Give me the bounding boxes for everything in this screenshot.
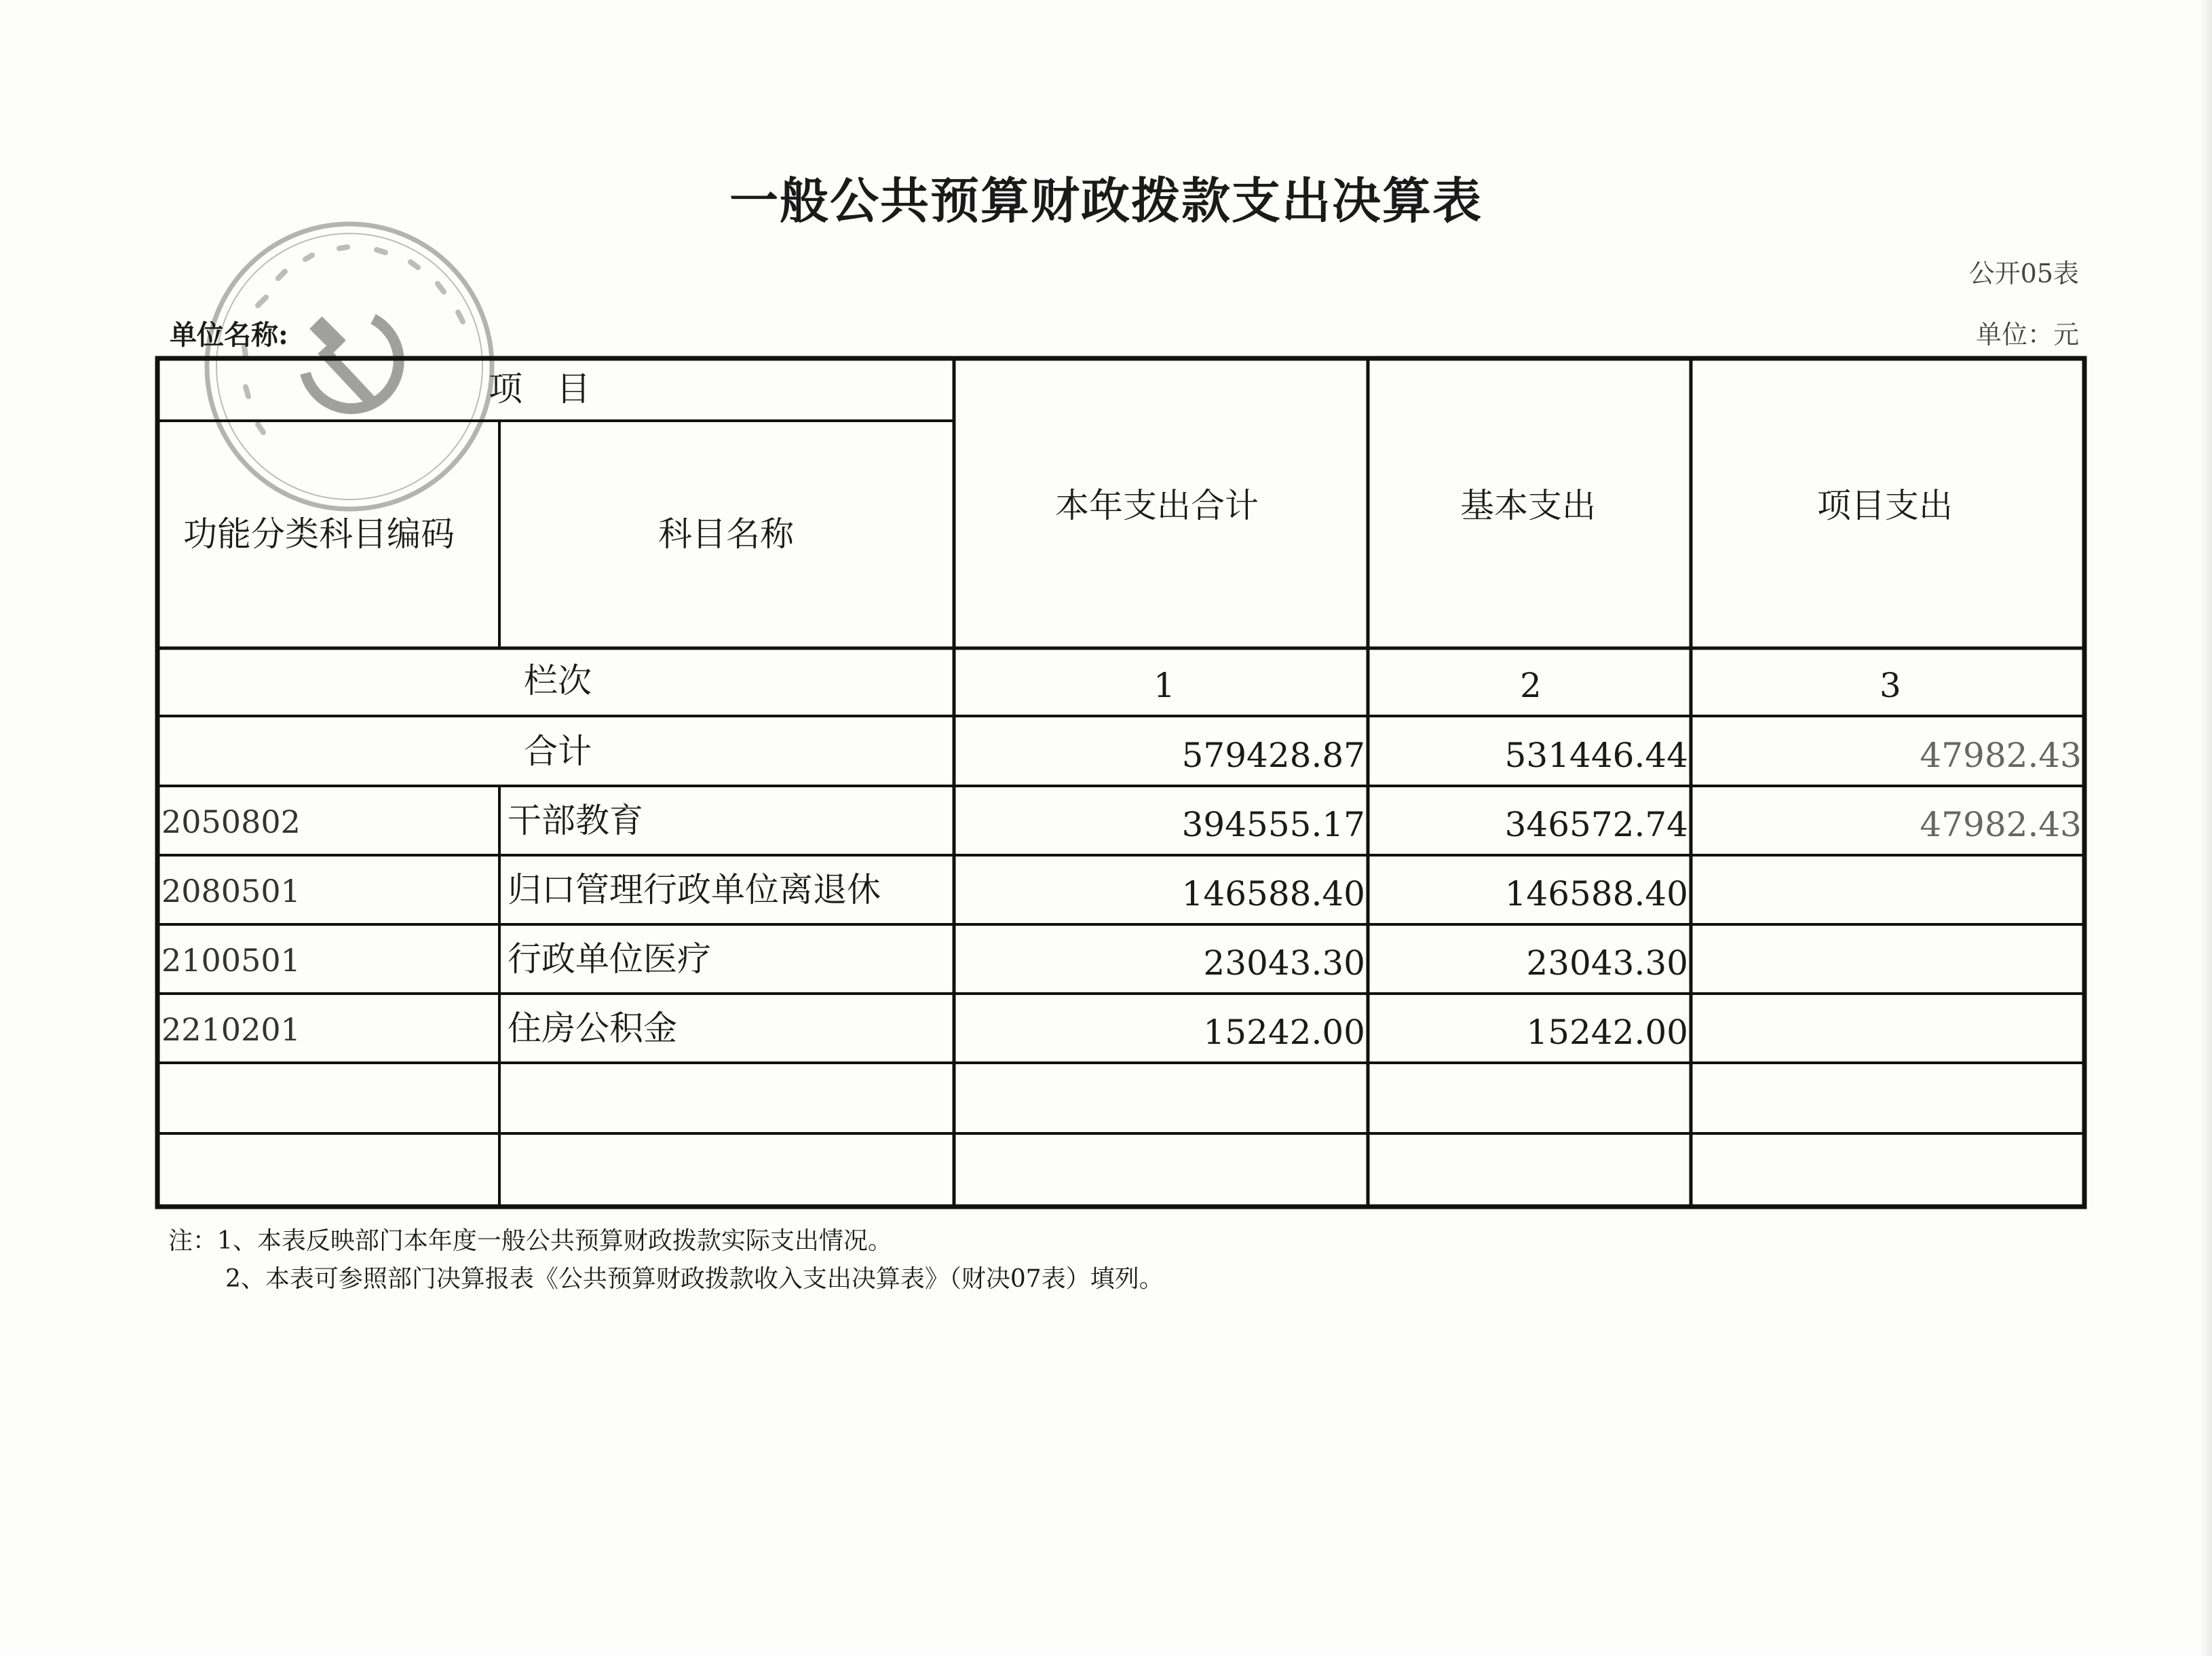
column-index-2: 2 (1520, 666, 1542, 705)
form-code: 公开05表 (1968, 259, 2079, 288)
header-project: 项 目 (489, 369, 590, 409)
header-name-col: 科目名称 (658, 514, 794, 554)
row-basic: 15242.00 (1526, 1013, 1688, 1052)
row-name: 归口管理行政单位离退休 (508, 870, 881, 909)
note-line-1: 注：1、本表反映部门本年度一般公共预算财政拨款实际支出情况。 (168, 1227, 892, 1255)
document-title: 一般公共预算财政拨款支出决算表 (729, 172, 1483, 229)
row-total: 23043.30 (1203, 943, 1365, 983)
header-code-col: 功能分类科目编码 (183, 514, 455, 554)
row-code: 2210201 (161, 1011, 301, 1048)
row-total: 394555.17 (1181, 805, 1365, 844)
row-code: 2050802 (161, 804, 301, 840)
row-basic: 23043.30 (1526, 943, 1688, 983)
row-total: 15242.00 (1203, 1013, 1365, 1052)
column-index-1: 1 (1153, 666, 1175, 705)
header-basic-col: 基本支出 (1460, 486, 1596, 525)
unit-name-label: 单位名称: (170, 319, 288, 351)
total-row-basic: 531446.44 (1504, 736, 1688, 775)
row-code: 2080501 (161, 873, 301, 909)
header-total-col: 本年支出合计 (1055, 486, 1259, 525)
currency-unit: 单位：元 (1975, 320, 2079, 350)
row-total: 146588.40 (1181, 874, 1365, 914)
row-name: 行政单位医疗 (508, 939, 711, 979)
column-index-label: 栏次 (524, 661, 592, 700)
row-basic: 346572.74 (1504, 805, 1688, 844)
note-line-2: 2、本表可参照部门决算报表《公共预算财政拨款收入支出决算表》（财决07表）填列。 (225, 1265, 1164, 1293)
row-name: 住房公积金 (508, 1009, 677, 1048)
header-project-col: 项目支出 (1817, 486, 1953, 525)
row-project: 47982.43 (1920, 805, 2082, 844)
row-name: 干部教育 (508, 801, 643, 840)
total-row-project: 47982.43 (1920, 736, 2082, 775)
column-index-3: 3 (1880, 666, 1901, 705)
total-row-label: 合计 (524, 732, 592, 771)
row-basic: 146588.40 (1504, 874, 1688, 914)
row-code: 2100501 (161, 942, 301, 979)
total-row-total: 579428.87 (1181, 736, 1365, 775)
